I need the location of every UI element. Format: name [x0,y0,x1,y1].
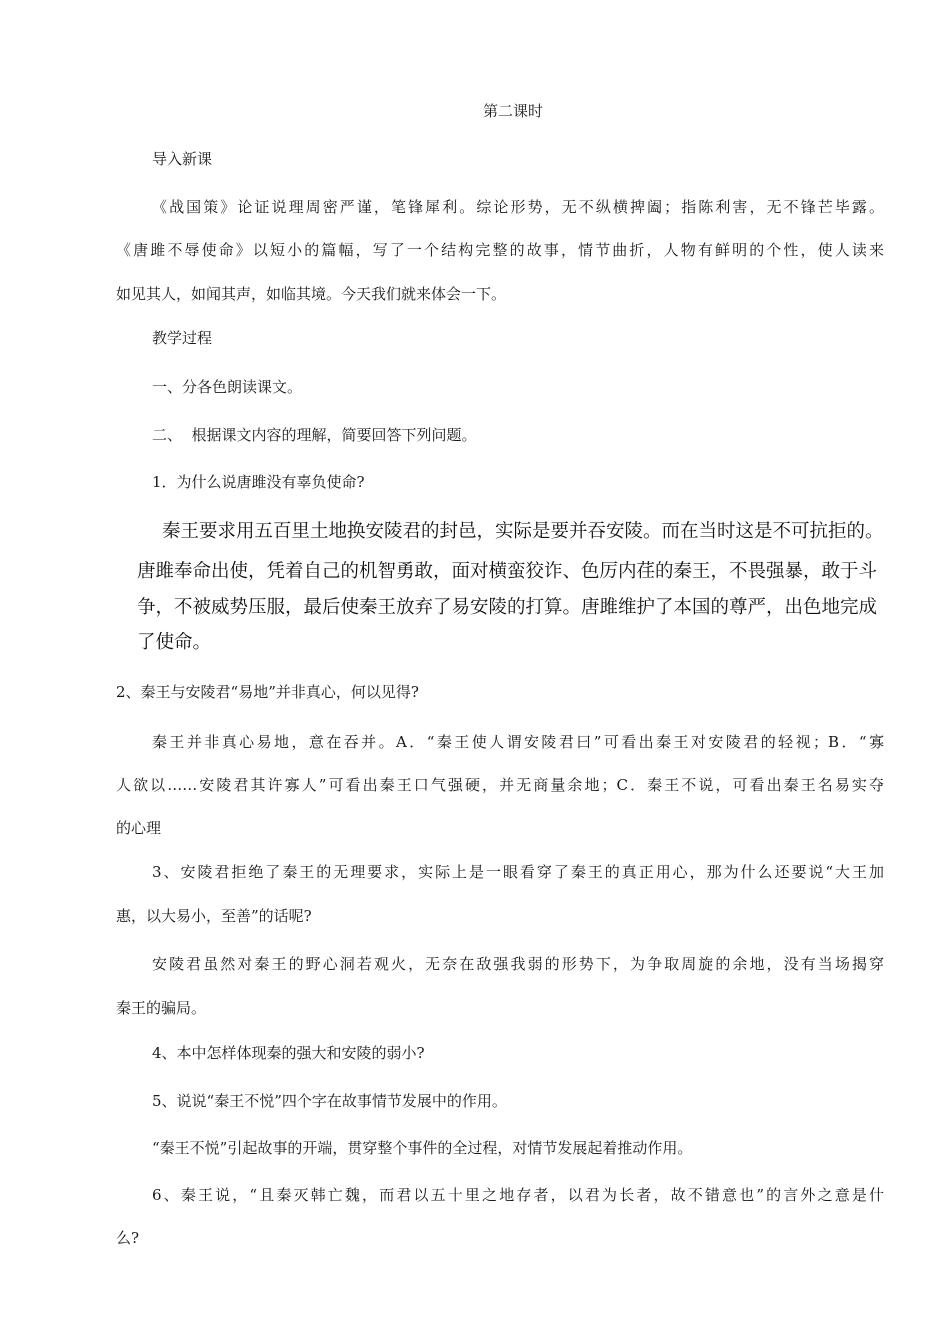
answer-2-line-1: 秦王并非真心易地，意在吞并。A．“秦王使人谓安陵君曰”可看出秦王对安陵君的轻视；B．“寡 [152,733,884,751]
intro-line-3: 如见其人，如闻其声，如临其境。今天我们就来体会一下。 [116,285,507,303]
question-5: 5、说说“秦王不悦”四个字在故事情节发展中的作用。 [152,1092,507,1110]
process-heading: 教学过程 [152,329,213,347]
question-3-line-2: 惠，以大易小，至善”的话呢? [116,907,312,925]
answer-5: “秦王不悦”引起故事的开端，贯穿整个事件的全过程，对情节发展起着推动作用。 [152,1139,693,1157]
answer-1-line-3: 争，不被威势压服，最后使秦王放弃了易安陵的打算。唐雎维护了本国的尊严，出色地完成 [137,597,878,618]
step-1: 一、分各色朗读课文。 [152,378,303,396]
question-4: 4、本中怎样体现秦的强大和安陵的弱小? [152,1044,425,1062]
intro-line-1: 《战国策》论证说理周密严谨，笔锋犀利。综论形势，无不纵横捭阖；指陈利害，无不锋芒毕露。 [152,198,884,216]
question-2: 2、秦王与安陵君“易地”并非真心，何以见得? [116,683,419,701]
answer-1-line-4: 了使命。 [137,632,212,653]
question-6-line-2: 么? [116,1229,140,1247]
question-6-line-1: 6、秦王说，“且秦灭韩亡魏，而君以五十里之地存者，以君为长者，故不错意也”的言外之意是什 [152,1186,884,1204]
question-3-line-1: 3、安陵君拒绝了秦王的无理要求，实际上是一眼看穿了秦王的真正用心，那为什么还要说“大王加 [152,863,884,881]
question-1: 1．为什么说唐雎没有辜负使命? [152,473,365,491]
answer-1-line-1: 秦王要求用五百里土地换安陵君的封邑，实际是要并吞安陵。而在当时这是不可抗拒的。 [162,521,884,542]
answer-3-line-1: 安陵君虽然对秦王的野心洞若观火，无奈在敌强我弱的形势下，为争取周旋的余地，没有当场揭穿 [152,955,884,973]
answer-1-line-2: 唐雎奉命出使，凭着自己的机智勇敢，面对横蛮狡诈、色厉内荏的秦王，不畏强暴，敢于斗 [137,561,878,582]
answer-3-line-2: 秦王的骗局。 [116,999,207,1017]
answer-2-line-2: 人欲以……安陵君其许寡人”可看出秦王口气强硬，并无商量余地；C．秦王不说，可看出秦王名易实夺 [116,776,884,794]
intro-line-2: 《唐雎不辱使命》以短小的篇幅，写了一个结构完整的故事，情节曲折，人物有鲜明的个性，使人读来 [116,241,884,259]
step-2: 二、 根据课文内容的理解，简要回答下列问题。 [152,426,477,444]
lesson-title: 第二课时 [483,102,544,120]
intro-heading: 导入新课 [152,150,213,168]
answer-2-line-3: 的心理 [116,819,162,837]
